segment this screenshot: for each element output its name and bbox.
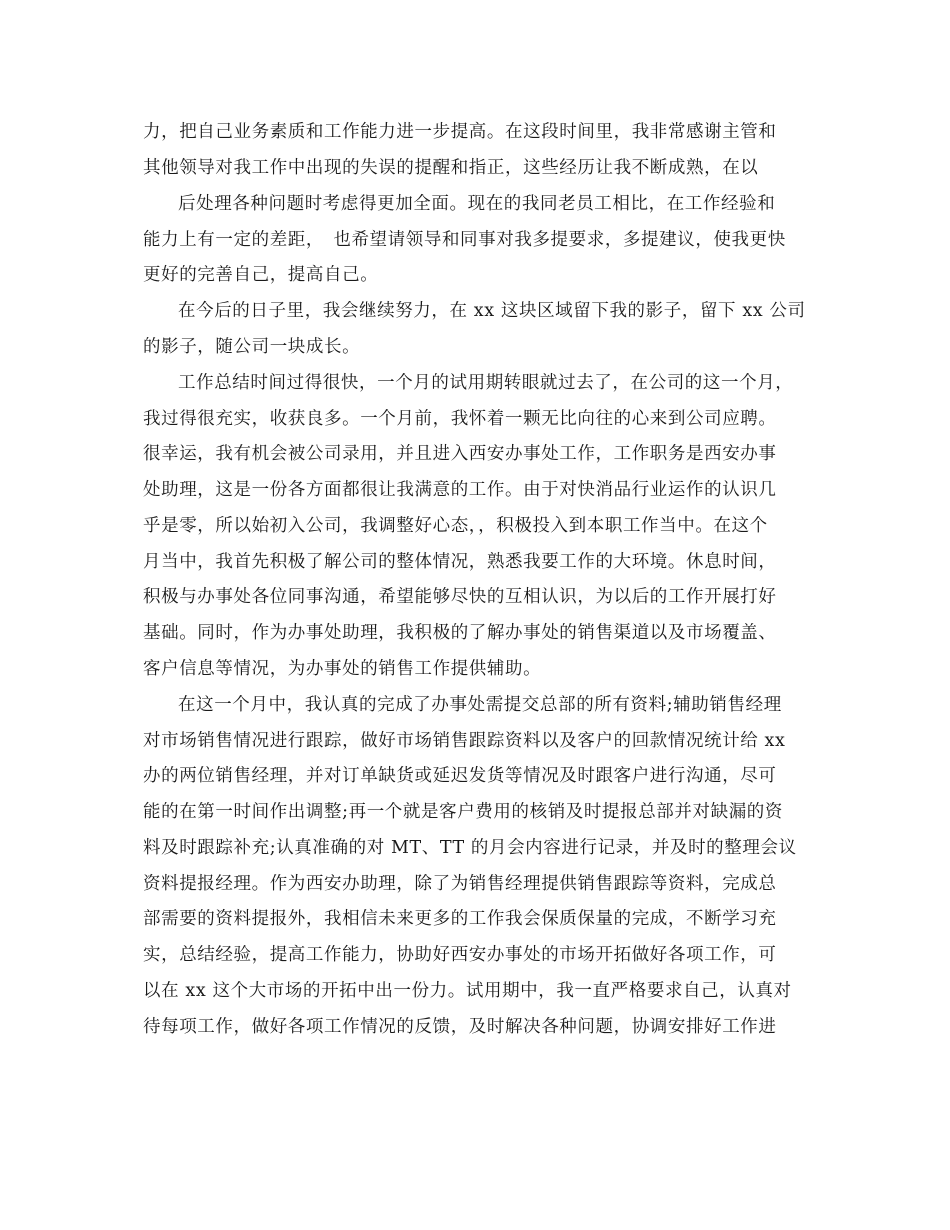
text-line: 能力上有一定的差距， 也希望请领导和同事对我多提要求，多提建议，使我更快 bbox=[143, 230, 786, 250]
text-line: 处助理，这是一份各方面都很让我满意的工作。由于对快消品行业运作的认识几 bbox=[143, 480, 777, 500]
text-line: 月当中，我首先积极了解公司的整体情况，熟悉我要工作的大环境。休息时间， bbox=[143, 552, 777, 572]
text-line: 我过得很充实，收获良多。一个月前，我怀着一颗无比向往的心来到公司应聘。 bbox=[143, 409, 777, 429]
text-line: 实，总结经验，提高工作能力，协助好西安办事处的市场开拓做好各项工作，可 bbox=[143, 945, 777, 965]
text-line: 部需要的资料提报外，我相信未来更多的工作我会保质保量的完成，不断学习充 bbox=[143, 909, 777, 929]
text-line: 客户信息等情况，为办事处的销售工作提供辅助。 bbox=[143, 659, 542, 679]
text-line: 其他领导对我工作中出现的失误的提醒和指正，这些经历让我不断成熟，在以 bbox=[143, 158, 759, 178]
text-line: 积极与办事处各位同事沟通，希望能够尽快的互相认识，为以后的工作开展打好 bbox=[143, 587, 777, 607]
text-line: 更好的完善自己，提高自己。 bbox=[143, 265, 379, 285]
text-line: 力，把自己业务素质和工作能力进一步提高。在这段时间里，我非常感谢主管和 bbox=[143, 122, 777, 142]
text-line: 很幸运，我有机会被公司录用，并且进入西安办事处工作，工作职务是西安办事 bbox=[143, 444, 777, 464]
text-line: 工作总结时间过得很快，一个月的试用期转眼就过去了，在公司的这一个月， bbox=[178, 373, 794, 393]
text-line: 后处理各种问题时考虑得更加全面。现在的我同老员工相比，在工作经验和 bbox=[178, 194, 776, 214]
text-line: 资料提报经理。作为西安办助理，除了为销售经理提供销售跟踪等资料，完成总 bbox=[143, 874, 777, 894]
text-line: 基础。同时，作为办事处助理，我积极的了解办事处的销售渠道以及市场覆盖、 bbox=[143, 623, 777, 643]
text-line: 对市场销售情况进行跟踪，做好市场销售跟踪资料以及客户的回款情况统计给 xx bbox=[143, 731, 786, 751]
text-line: 能的在第一时间作出调整;再一个就是客户费用的核销及时提报总部并对缺漏的资 bbox=[143, 802, 783, 822]
text-line: 待每项工作，做好各项工作情况的反馈，及时解决各种问题，协调安排好工作进 bbox=[143, 1017, 777, 1037]
text-line: 在今后的日子里，我会继续努力，在 xx 这块区域留下我的影子，留下 xx 公司 bbox=[178, 301, 806, 321]
text-line: 乎是零，所以始初入公司，我调整好心态，，积极投入到本职工作当中。在这个 bbox=[143, 516, 768, 536]
text-line: 办的两位销售经理，并对订单缺货或延迟发货等情况及时跟客户进行沟通，尽可 bbox=[143, 766, 777, 786]
text-line: 在这一个月中，我认真的完成了办事处需提交总部的所有资料;辅助销售经理 bbox=[178, 695, 782, 715]
text-line: 料及时跟踪补充;认真准确的对 MT、TT 的月会内容进行记录，并及时的整理会议 bbox=[143, 838, 797, 858]
text-line: 以在 xx 这个大市场的开拓中出一份力。试用期中，我一直严格要求自己，认真对 bbox=[143, 981, 792, 1001]
text-line: 的影子，随公司一块成长。 bbox=[143, 337, 361, 357]
